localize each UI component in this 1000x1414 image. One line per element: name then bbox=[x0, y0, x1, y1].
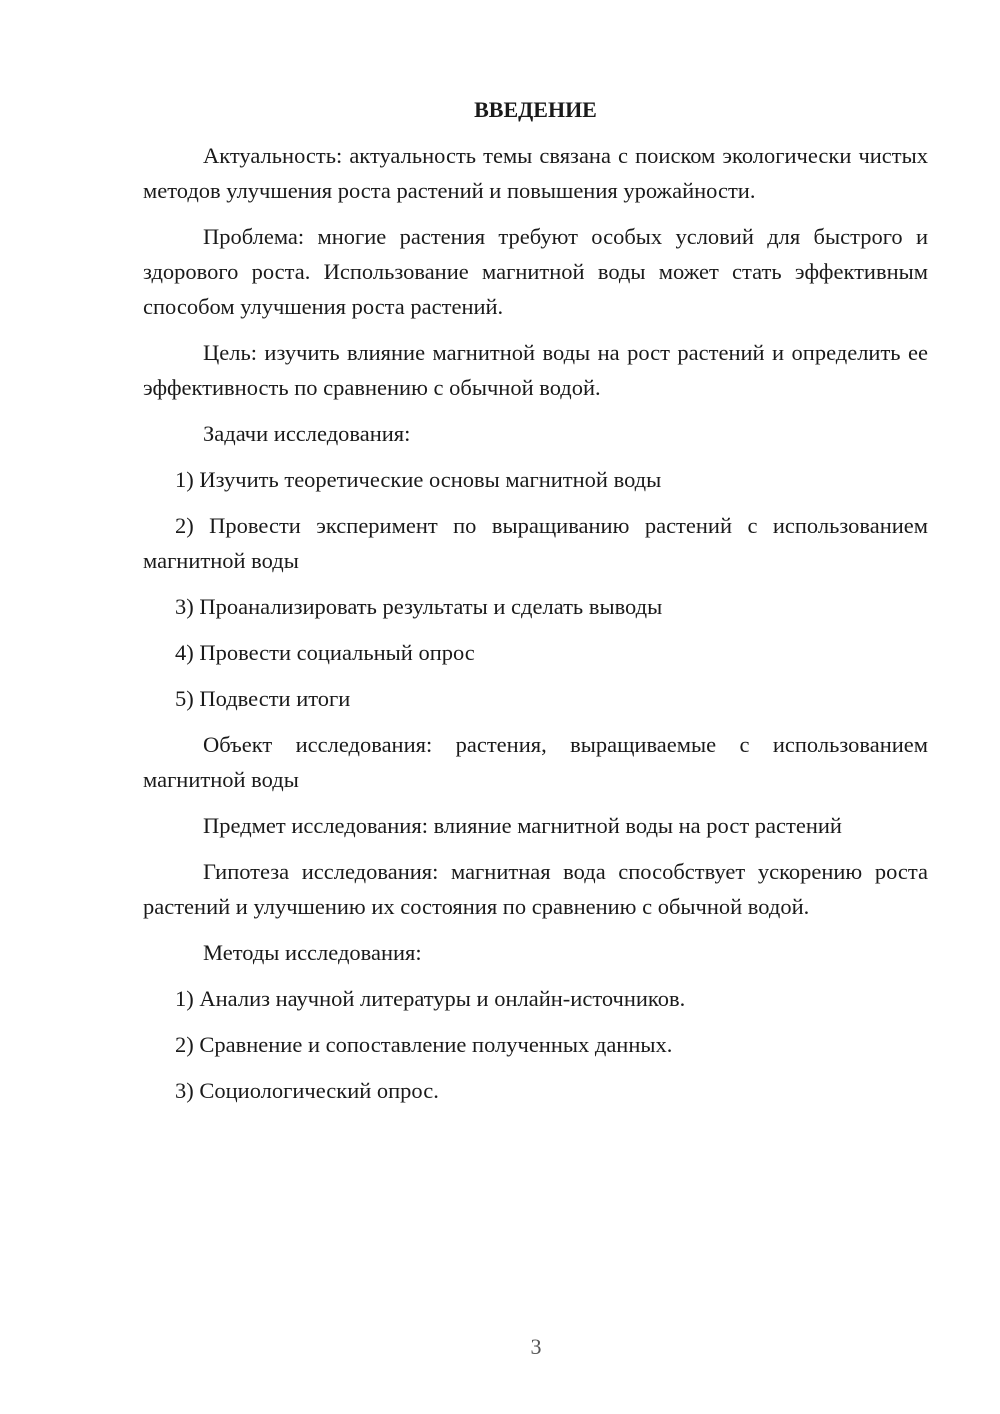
goal-paragraph: Цель: изучить влияние магнитной воды на рост растений и определить ее эффективность по сравнению с обычной водой. bbox=[143, 340, 928, 400]
relevance-paragraph: Актуальность: актуальность темы связана с поиском экологически чистых методов улучшения роста растений и повышения урожайности. bbox=[143, 143, 928, 203]
method-item: 1) Анализ научной литературы и онлайн-источников. bbox=[175, 986, 686, 1011]
task-item: 1) Изучить теоретические основы магнитной воды bbox=[175, 467, 662, 492]
method-item: 3) Социологический опрос. bbox=[175, 1078, 439, 1103]
object-paragraph: Объект исследования: растения, выращиваемые с использованием магнитной воды bbox=[143, 732, 928, 792]
tasks-heading: Задачи исследования: bbox=[203, 421, 411, 446]
task-item: 5) Подвести итоги bbox=[175, 686, 351, 711]
page-content bbox=[143, 92, 928, 1119]
hypothesis-paragraph: Гипотеза исследования: магнитная вода способствует ускорению роста растений и улучшению их состояния по сравнению с обычной водой. bbox=[143, 859, 928, 919]
page-number: 3 bbox=[530, 1334, 542, 1359]
task-item: 4) Провести социальный опрос bbox=[175, 640, 475, 665]
methods-heading: Методы исследования: bbox=[203, 940, 422, 965]
problem-paragraph: Проблема: многие растения требуют особых условий для быстрого и здорового роста. Использование магнитной воды может стать эффективным способом улучшения роста растений. bbox=[143, 224, 928, 319]
method-item: 2) Сравнение и сопоставление полученных данных. bbox=[175, 1032, 673, 1057]
subject-paragraph: Предмет исследования: влияние магнитной воды на рост растений bbox=[203, 813, 842, 838]
section-title: ВВЕДЕНИЕ bbox=[474, 97, 597, 122]
task-item: 2) Провести эксперимент по выращиванию растений с использованием магнитной воды bbox=[143, 513, 928, 573]
task-item: 3) Проанализировать результаты и сделать выводы bbox=[175, 594, 663, 619]
